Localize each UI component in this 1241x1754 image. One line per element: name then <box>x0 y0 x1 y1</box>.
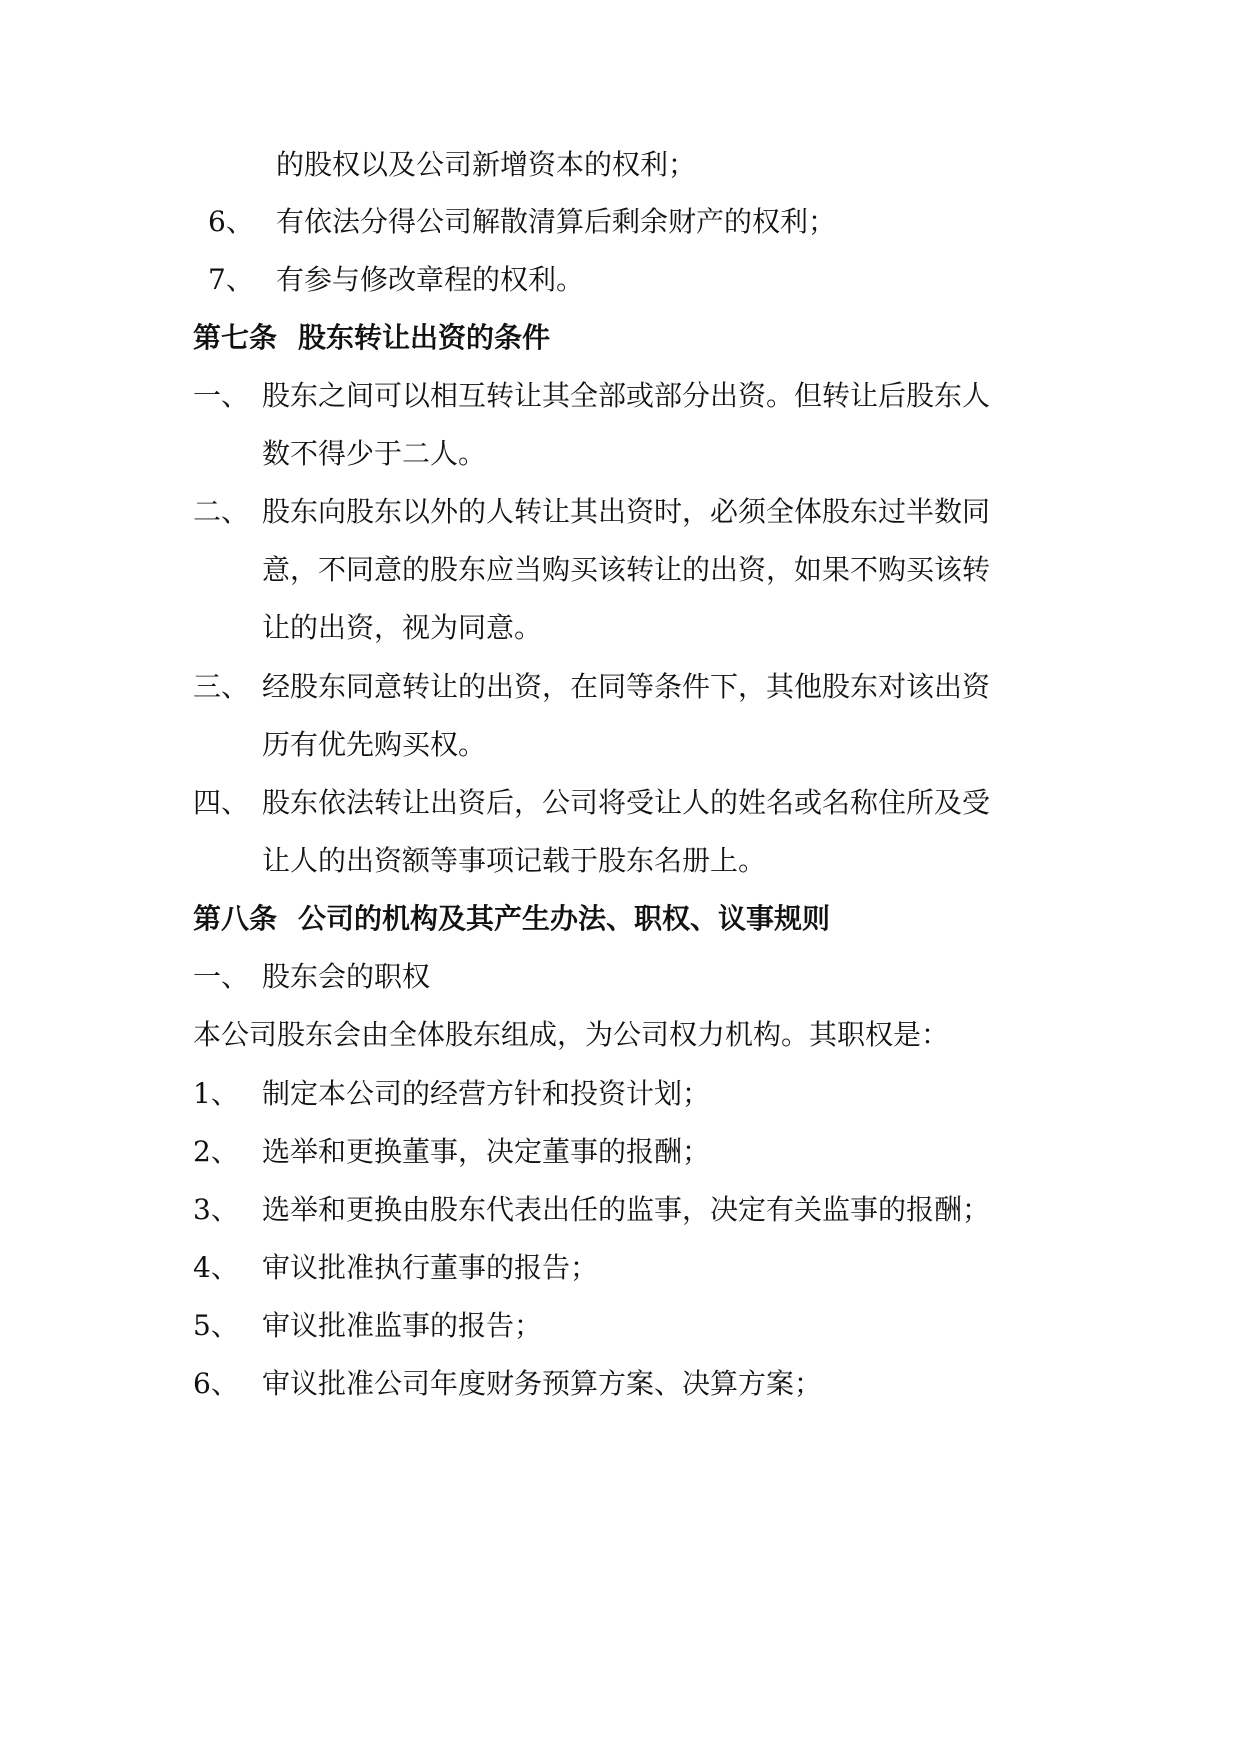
clause-number: 四、 <box>193 786 250 819</box>
clause-line: 意，不同意的股东应当购买该转让的出资，如果不购买该转 <box>262 553 991 586</box>
clause-number: 一、 <box>193 379 250 412</box>
clause-line: 历有优先购买权。 <box>262 728 487 761</box>
power-number: 2、 <box>193 1135 239 1168</box>
continued-item-line: 的股权以及公司新增资本的权利； <box>276 148 697 181</box>
power-number: 6、 <box>193 1367 239 1400</box>
power-text: 制定本公司的经营方针和投资计划； <box>262 1077 711 1110</box>
clause-line: 数不得少于二人。 <box>262 437 487 470</box>
power-number: 1、 <box>193 1077 239 1110</box>
rights-item-number: 7、 <box>208 263 254 296</box>
section-number: 一、 <box>193 960 250 993</box>
rights-item-number: 6、 <box>208 205 254 238</box>
section-intro: 本公司股东会由全体股东组成，为公司权力机构。其职权是： <box>193 1018 950 1051</box>
rights-item-text: 有参与修改章程的权利。 <box>276 263 585 296</box>
clause-number: 三、 <box>193 670 250 703</box>
power-number: 5、 <box>193 1309 239 1342</box>
power-text: 审议批准执行董事的报告； <box>262 1251 599 1284</box>
power-number: 4、 <box>193 1251 239 1284</box>
article-8-title: 第八条 <box>193 902 278 935</box>
clause-line: 股东依法转让出资后，公司将受让人的姓名或名称住所及受 <box>262 786 991 819</box>
power-text: 选举和更换董事，决定董事的报酬； <box>262 1135 711 1168</box>
power-number: 3、 <box>193 1193 239 1226</box>
clause-line: 让人的出资额等事项记载于股东名册上。 <box>262 844 767 877</box>
power-text: 审议批准公司年度财务预算方案、决算方案； <box>262 1367 823 1400</box>
article-7-heading: 股东转让出资的条件 <box>298 321 551 354</box>
rights-item-text: 有依法分得公司解散清算后剩余财产的权利； <box>276 205 837 238</box>
clause-line: 经股东同意转让的出资，在同等条件下，其他股东对该出资 <box>262 670 991 703</box>
section-title: 股东会的职权 <box>262 960 431 993</box>
clause-number: 二、 <box>193 495 250 528</box>
power-text: 审议批准监事的报告； <box>262 1309 543 1342</box>
article-7-title: 第七条 <box>193 321 278 354</box>
clause-line: 股东之间可以相互转让其全部或部分出资。但转让后股东人 <box>262 379 991 412</box>
article-8-heading: 公司的机构及其产生办法、职权、议事规则 <box>298 902 831 935</box>
power-text: 选举和更换由股东代表出任的监事，决定有关监事的报酬； <box>262 1193 991 1226</box>
clause-line: 股东向股东以外的人转让其出资时，必须全体股东过半数同 <box>262 495 991 528</box>
clause-line: 让的出资，视为同意。 <box>262 611 543 644</box>
